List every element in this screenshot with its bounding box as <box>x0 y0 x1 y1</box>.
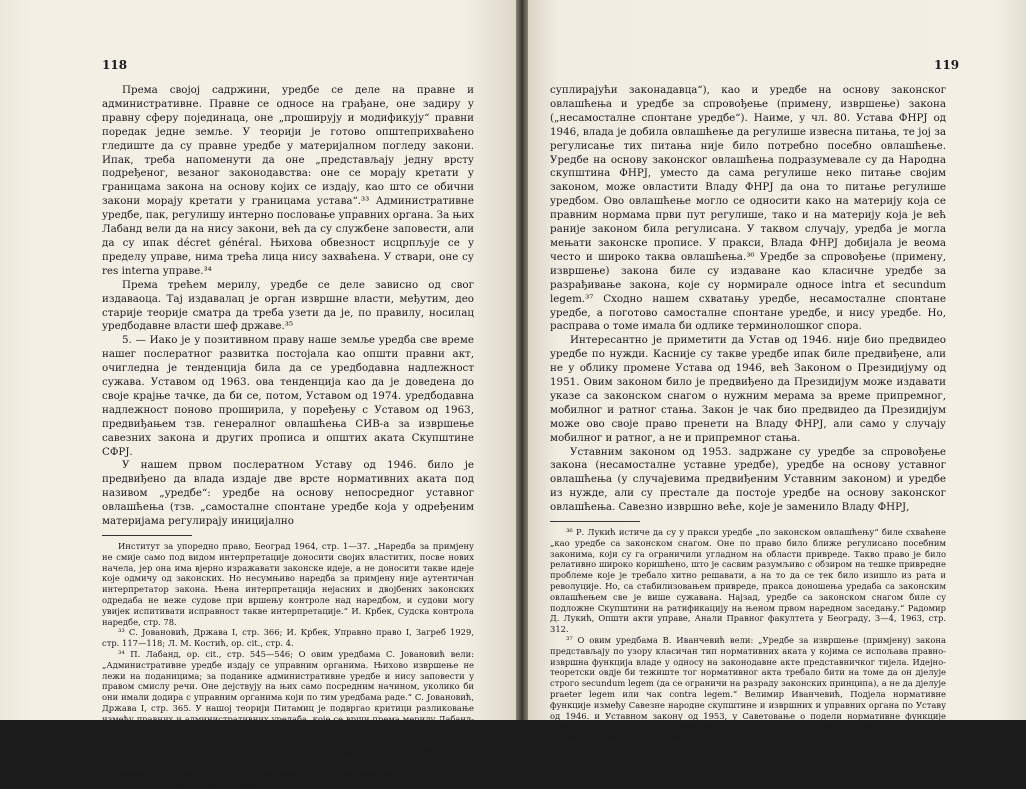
page-number: 119 <box>934 58 960 72</box>
footnote: ³³ С. Јовановић, Држава I, стр. 366; И. Крбек, Управно право I, Загреб 1929, стр. 117—118; Л. М. Костић, op. cit., стр. 4. <box>102 627 474 649</box>
main-text <box>550 84 946 743</box>
footnote: Институт за упоредно право, Београд 1964, стр. 1—37. „Наредба за примјену не смије само под видом интерпретације доносити својих властитих, посве нових начела, јер она има вјерно изражавати законске идеје, а не доносити такве идеје које одмичу од законских. Но несумњиво наредба за примјену није аутентичан интерпретатор закона. Њена интерпретација нејасних и двојбених законских одредаба не веже судове при вршењу контроле над наредбом, и судови могу увијек испитивати исправност такве интерпретације.“ И. Крбек, Судска контрола наредбе, стр. 78. <box>102 541 474 627</box>
footnote: ³⁴ П. Лабанд, op. cit., стр. 545—546; О овим уредбама С. Јовановић вели: „Административне уредбе издају се управним органима. Њихово извршење не лежи на поданицима; за поданике административне уредбе и нису заповести у правом смислу речи. Оне дејствују на њих само посредним начином, уколико би они имали додира с управним органима који по тим уредбама раде.“ С. Јовановић, Држава I, стр. 365. У нашој теорији Питамиц је подвргао критици разликовање између правних и административних уредаба, које се врши према мерилу Лабанд-Јелинекове теорије путем кога се одређује закон у материјалном смислу. Ово стога што се „многе ‘административне’ уредбе за јавност управо исто онако важне као и неке ‘правне’ уредбе у смислу поменуте теорије“. Питамиц вели да је „У модерној држави уопште тешко тачно разликовати оно што се тиче само управне организације од оног што се тиче становништва.“ А. Питамиц, op. cit., стр. 271. <box>102 648 474 778</box>
paragraph: суплирајући законадавца“), као и уредбе на основу законског овлашћења и уредбе за спровођење (примену, извршење) закона („несамосталне спонтане уредбе“). Наиме, у чл. 80. Устава ФНРЈ од 1946, влада је добила овлашћење да регулише извесна питања, те јој за регулисање тих питања није било потребно посебно овлашћење. Уредбе на основу законског овлашћења подразумевале су да Народна скупштина ФНРЈ, уместо да сама регулише неко питање својим законом, може овластити Владу ФНРЈ да она то питање регулише уредбом. Ово овлашћење могло се односити како на материју која се правним нормама први пут регулише, тако и на материју која је већ раније законом била регулисана. У таквом случају, уредба је могла мењати законске прописе. У пракси, Влада ФНРЈ добијала је веома често и широко таква овлашћења.³⁶ Уредбе за спровођење (примену, извршење) закона биле су издаване као класичне уредбе за разрађивање закона, које су нормирале односе intra et secundum legem.³⁷ Сходно нашем схватању уредбе, несамосталне спонтане уредбе, а поготово самосталне спонтане уредбе, и нису уредбе. Но, расправа о томе имала би одлике терминолошког спора. <box>550 84 946 333</box>
footnote: ³⁶ Р. Лукић истиче да су у пракси уредбе „по законском овлашћењу“ биле схваћене „као уредбе са законском снагом. Оне по право било ближе регулисано посебним законима, који су га ограничили угладном на области привреде. Такво право је било релативно широко коришћено, што је сасвим разумљиво с обзиром на тешке привредне проблеме које је требало хитно решавати, а на то да се тек било изишло из рата и револуције. Но, са стабилизовањем привреде, пракса доношења уредаба са законским овлашћењем све је више сужавана. Најзад, уредбе са законском снагом биле су подложне Скупштини на ратификацију на њеном првом наредном заседању.“ Радомир Д. Лукић, Општи акти управе, Анали Правног факултета у Београду, 3—4, 1963, стр. 312. <box>550 527 946 635</box>
footnote-separator <box>102 535 192 536</box>
footnote-separator <box>550 521 640 522</box>
main-text <box>102 84 474 789</box>
footnotes <box>102 541 474 789</box>
paragraph: У нашем првом послератном Уставу од 1946. било је предвиђено да влада издаје две врсте нормативних аката под називом „уредбе“: уредбе на основу непосредног уставног овлашћења (тзв. „самосталне спонтане уредбе која у одређеним материјама регулирају иницијално <box>102 459 474 528</box>
paragraph: Интересантно је приметити да Устав од 1946. није био предвидео уредбе по нужди. Касније су такве уредбе ипак биле предвиђене, али не у облику промене Устава од 1946, већ Законом о Президијуму од 1951. Овим законом било је предвиђено да Президијум може издавати указе са законском снагом о нужним мерама за време припремног, мобилног и ратног стања. Закон је чак био предвидео да Президијум може ово своје право пренети на Владу ФНРЈ, али само у случају мобилног и ратног, а не и припремног стања. <box>550 334 946 444</box>
paragraph: Према својој садржини, уредбе се деле на правне и административне. Правне се односе на грађане, оне задиру у правну сферу појединаца, оне „проширују и модификују“ правни поредак једне земље. У теорији је готово општеприхваћено гледиште да су правне уредбе у материјалном погледу закони. Ипак, треба напоменути да оне „представљају једну врсту подређеног, везаног законодавства: оне се морају кретати у границама закона на основу којих се издају, као што се обични закони морају кретати у границама устава“.³³ Административне уредбе, пак, регулишу интерно пословање управних органа. За њих Лабанд вели да на нису закони, већ да су службене заповести, али да су ипак décret général. Њихова обвезност исцрпљује се у пределу управе, нима трећа лица нису захваћена. У ствари, оне су res interna управе.³⁴ <box>102 84 475 277</box>
right-page <box>528 0 1026 743</box>
paragraph: Уставним законом од 1953. задржане су уредбе за спровођење закона (несамосталне уставне уредбе), уредбе на основу уставног овлашћења (у случајевима предвиђеним Уставним законом) и уредбе из нужде, али су престале да постоје уредбе на основу законског овлашћења. Савезно извршно веће, које је заменило Владу ФНРЈ, <box>550 445 946 514</box>
paragraph: Према трећем мерилу, уредбе се деле зависно од свог издаваоца. Тај издавалац је орган извршне власти, међутим, део старије теорије сматра да треба узети да је, по правилу, носилац уредбодавне власти шеф државе.³⁵ <box>102 278 474 333</box>
paragraph: 5. — Иако је у позитивном праву наше земље уредба све време нашег послератног развитка постојала као општи правни акт, очигледна је тенденција била да се уредбодавна надлежност сужава. Уставом од 1963. ова тенденција као да је доведена до своје крајње тачке, да би се, потом, Уставом од 1974. уредбодавна надлежност поново проширила, у поређењу с Уставом од 1963, предвиђањем тзв. генералног овлашћења СИВ-а за извршење савезних закона и других прописа и општих аката Скупштине СФРЈ. <box>102 334 474 458</box>
footnote: ³⁵ Тако и Крбек, Управно право I, Загреб 1929, стр. 121—122. <box>118 778 391 789</box>
footnotes <box>550 527 946 743</box>
footnote: ³⁷ О овим уредбама В. Иванчевић вели: „Уредбе за извршење (примјену) закона представљају по узору класичан тип нормативних аката у којима се испољава правно-извршна функција владе у односу на законодавне акте представничког тијела. Идејно-теоретски овдје би тежиште тог нормативног акта требало бити на томе да он дјелује строго secundum legem (да се ограничи на разраду законских принципа), а не да дјелује praeter legem или чак contra legem.“ Велимир Иванчевић, Подјела нормативне функције између Савезне народне скупштине и извршних и управних органа по Уставу од 1946. и Уставном закону од 1953, у Саветовање о подели нормативне функције између централних представничких тела и извршно-управних органа, Институт за упоредно право, Београд 1964, стр. 1—28. <box>550 635 946 743</box>
page-number: 118 <box>102 58 128 72</box>
book-spine <box>516 0 528 720</box>
